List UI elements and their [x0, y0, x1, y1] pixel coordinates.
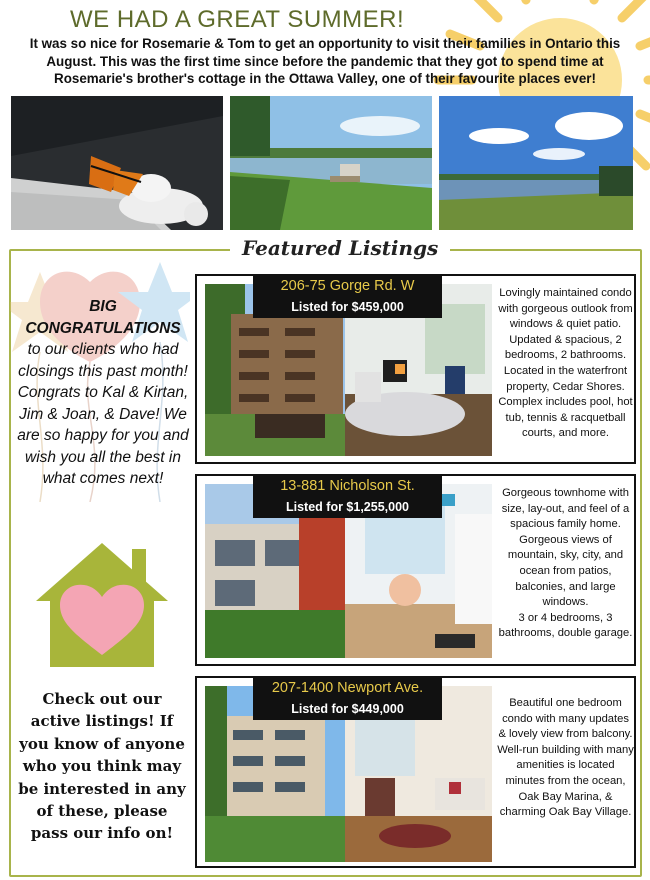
- photo-butterfly-boat: [11, 96, 223, 230]
- congrats-body: to our clients who had closings this past month! Congrats to Kal & Kirtan, Jim & Joan, & Dave! We are so happy for you and wish you all the best in what comes next!: [17, 341, 189, 487]
- photo-cottage-lake: [230, 96, 432, 230]
- listing-description: [497, 486, 634, 642]
- listing-description: Beautiful one bedroom condo with many updates & lovely view from balcony. Well-run building with many amenities is located minutes from the ocean, Oak Bay Marina, & charming Oak Bay Village.: [497, 697, 634, 819]
- photo-lake-view: [439, 96, 633, 230]
- listing-card[interactable]: [195, 474, 636, 666]
- listing-address: 206-75 Gorge Rd. W: [253, 275, 442, 297]
- listing-card[interactable]: [195, 274, 636, 464]
- listing-price: Listed for $449,000: [253, 699, 442, 720]
- listing-address: 13-881 Nicholson St.: [253, 475, 442, 497]
- featured-listings-heading: Featured Listings: [230, 236, 450, 260]
- page-title: WE HAD A GREAT SUMMER!: [70, 6, 405, 33]
- congrats-heading-line1: BIG: [89, 298, 117, 315]
- listing-description: Lovingly maintained condo with gorgeous outlook from windows & quiet patio. Updated & spacious, 2 bedrooms, 2 bathrooms. Located in the waterfront property, Cedar Shores. Complex includes pool, hot tub, tennis & racquetball courts, and more.: [498, 287, 633, 440]
- intro-paragraph: It was so nice for Rosemarie & Tom to get an opportunity to visit their families in Ontario this August. This was the first time since before the pandemic that they got to spend time at Rosemarie's brother's cottage in the Ottawa Valley, one of their favourite places ever!: [29, 36, 621, 86]
- congratulations-message: [14, 296, 192, 490]
- house-heart-icon: [36, 543, 168, 672]
- listing-price: Listed for $459,000: [253, 297, 442, 318]
- listing-description-main: Gorgeous townhome with size, lay-out, and feel of a spacious family home. Gorgeous views of mountain, sky, city, and ocean from patios, balconies, and large windows.: [501, 487, 630, 609]
- congrats-heading-line2: CONGRATULATIONS: [25, 319, 181, 337]
- listing-card[interactable]: [195, 676, 636, 868]
- listing-price: Listed for $1,255,000: [253, 497, 442, 518]
- active-listings-callout: Check out our active listings! If you know of anyone who you think may be interested in any of these, please pass our info on!: [18, 690, 186, 843]
- listing-description-details: 3 or 4 bedrooms, 3 bathrooms, double garage.: [498, 611, 633, 640]
- listing-address: 207-1400 Newport Ave.: [253, 677, 442, 699]
